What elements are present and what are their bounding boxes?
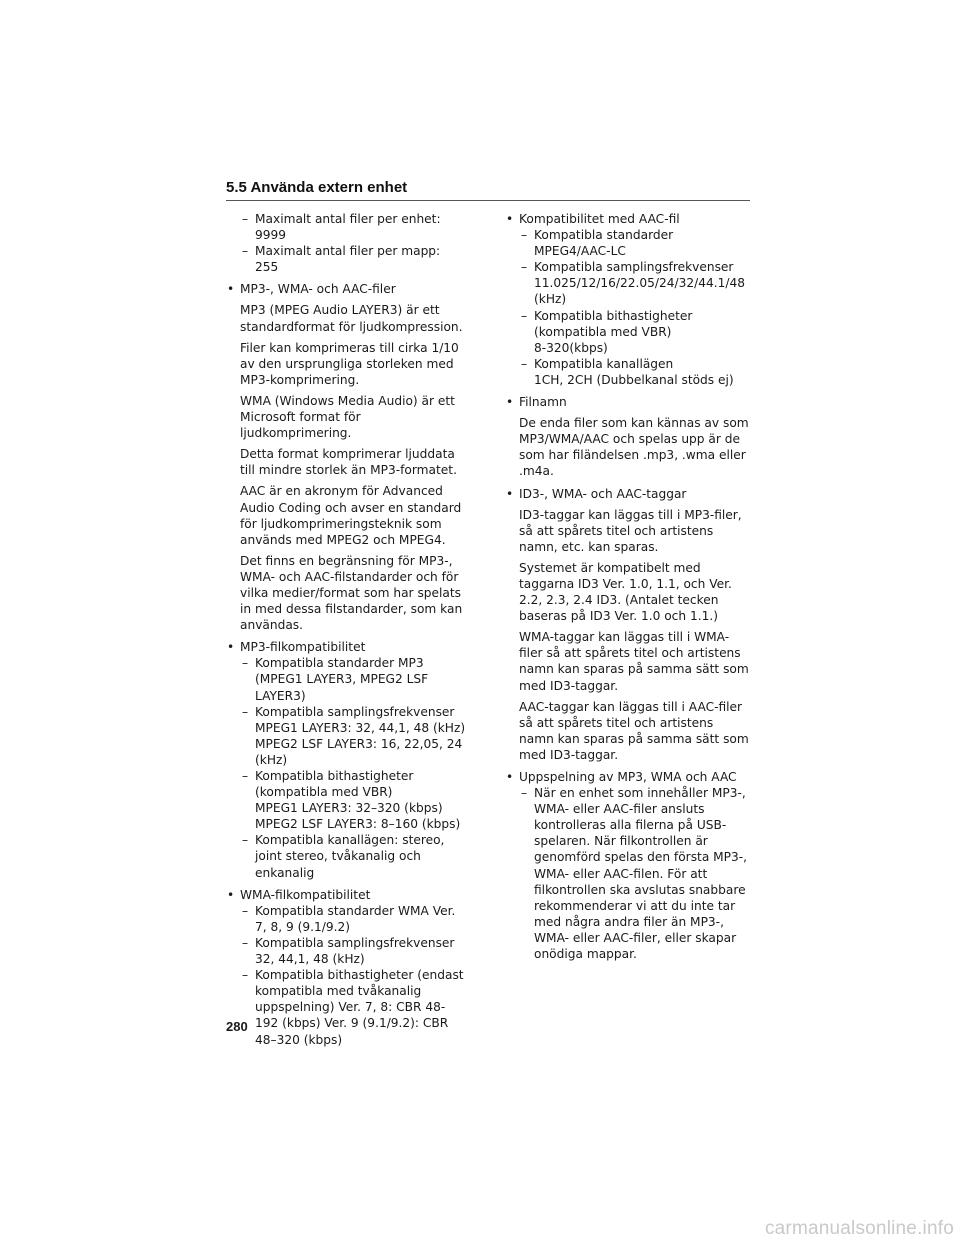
paragraph: AAC-taggar kan läggas till i AAC-filer så att spårets titel och artistens namn kan sparas på samma sätt som med ID3-taggar. — [519, 699, 749, 762]
paragraph: Systemet är kompatibelt med taggarna ID3 Ver. 1.0, 1.1, och Ver. 2.2, 2.3, 2.4 ID3. (Antalet tecken baseras på ID3 Ver. 1.0 och 1.1.) — [519, 560, 732, 624]
left-column — [226, 211, 466, 1048]
list-item-text: MPEG1 LAYER3: 32, 44,1, 48 (kHz) — [255, 720, 466, 735]
right-column — [505, 211, 750, 962]
list-item-text: – Kompatibla kanallägen — [534, 356, 674, 371]
list-item — [505, 356, 750, 388]
list-item — [226, 704, 466, 768]
list-item: – Kompatibla standarder WMA Ver. 7, 8, 9 (9.1/9.2) — [226, 903, 466, 935]
list-item-text: – Kompatibla standarder — [534, 228, 674, 243]
list-item: – Maximalt antal filer per mapp: 255 — [226, 243, 466, 275]
list-item: – När en enhet som innehåller MP3-, WMA- eller AAC-filer ansluts kontrolleras alla filerna på USB-spelaren. När filkontrollen är genomförd spelas den första MP3-, WMA- eller AAC-filen. För att filkontrollen ska avslutas snabbare rekommenderar vi att du inte tar med några andra filer än MP3-, WMA- eller AAC-filer, eller skapar onödiga mappar. — [505, 785, 750, 962]
paragraph: AAC är en akronym för Advanced Audio Coding och avser en standard för ljudkomprimeringsteknik som används med MPEG2 och MPEG4. — [240, 484, 462, 547]
bullet-title: • ID3-, WMA- och AAC-taggar — [519, 486, 687, 501]
paragraph: Filer kan komprimeras till cirka 1/10 av den ursprungliga storleken med MP3-komprimering. — [240, 340, 459, 387]
bullet-title: • WMA-filkompatibilitet — [240, 887, 371, 902]
list-item-text: MPEG4/AAC-LC — [534, 244, 626, 259]
paragraph: Detta format komprimerar ljuddata till mindre storlek än MP3-formatet. — [240, 447, 457, 478]
paragraph: ID3-taggar kan läggas till i MP3-filer, så att spårets titel och artistens namn, etc. kan sparas. — [519, 507, 742, 554]
page-number: 280 — [226, 1019, 248, 1034]
list-item-text: MPEG2 LSF LAYER3: 16, 22,05, 24 (kHz) — [255, 736, 463, 767]
list-item: – Maximalt antal filer per enhet: 9999 — [226, 211, 466, 243]
list-item-text: – Kompatibla bithastigheter (kompatibla med VBR) — [534, 308, 693, 339]
list-item-text: 8-320(kbps) — [534, 340, 608, 355]
list-item: – Kompatibla kanallägen: stereo, joint stereo, tvåkanalig och enkanalig — [226, 832, 466, 880]
list-item: – Kompatibla samplingsfrekvenser 32, 44,1, 48 (kHz) — [226, 935, 466, 967]
list-item-text: 11.025/12/16/22.05/24/32/44.1/48(kHz) — [534, 276, 745, 307]
list-item-text: MPEG2 LSF LAYER3: 8–160 (kbps) — [255, 817, 461, 832]
list-item — [226, 768, 466, 832]
watermark: carmanualsonline.info — [764, 1218, 954, 1239]
paragraph: MP3 (MPEG Audio LAYER3) är ett standardformat för ljudkompression. — [240, 303, 463, 334]
list-item — [505, 227, 750, 259]
paragraph: WMA-taggar kan läggas till i WMA-filer så att spårets titel och artistens namn kan sparas på samma sätt som med ID3-taggar. — [519, 630, 749, 693]
list-item — [505, 259, 750, 307]
paragraph: Det finns en begränsning för MP3-, WMA- och AAC-filstandarder och för vilka medier/format som har spelats in med dessa filstandarder, som kan användas. — [240, 553, 463, 633]
bullet-title: • Filnamn — [519, 395, 567, 410]
list-item-text: – Kompatibla bithastigheter (kompatibla med VBR) — [255, 769, 414, 800]
section-header: 5.5 Använda extern enhet — [226, 179, 750, 201]
list-item: – Kompatibla bithastigheter (endast kompatibla med tvåkanalig uppspelning) Ver. 7, 8: CBR 48-192 (kbps) Ver. 9 (9.1/9.2): CBR 48–320 (kbps) — [226, 967, 466, 1047]
bullet-aac-compat — [505, 211, 750, 227]
list-item-text: – Kompatibla samplingsfrekvenser — [534, 260, 734, 275]
bullet-filename — [505, 394, 750, 479]
paragraph: WMA (Windows Media Audio) är ett Microsoft format för ljudkomprimering. — [240, 393, 455, 441]
bullet-mp3-compat — [226, 639, 466, 655]
bullet-tags — [505, 486, 750, 764]
bullet-playback — [505, 769, 750, 785]
bullet-title: • Kompatibilitet med AAC-fil — [519, 212, 680, 226]
bullet-wma-compat — [226, 887, 466, 903]
list-item: – Kompatibla standarder MP3 (MPEG1 LAYER3, MPEG2 LSF LAYER3) — [226, 655, 466, 703]
bullet-title: • Uppspelning av MP3, WMA och AAC — [519, 770, 737, 784]
list-item — [505, 308, 750, 356]
list-item-text: 1CH, 2CH (Dubbelkanal stöds ej) — [534, 372, 734, 387]
bullet-mp3-wma-aac-files — [226, 281, 466, 633]
list-item-text: – Kompatibla samplingsfrekvenser — [255, 704, 455, 719]
list-item-text: MPEG1 LAYER3: 32–320 (kbps) — [255, 801, 443, 816]
bullet-title: • MP3-, WMA- och AAC-filer — [240, 282, 396, 297]
paragraph: De enda filer som kan kännas av som MP3/WMA/AAC och spelas upp är de som har filändelsen .mp3, .wma eller .m4a. — [519, 416, 749, 479]
bullet-title: • MP3-filkompatibilitet — [240, 640, 366, 655]
